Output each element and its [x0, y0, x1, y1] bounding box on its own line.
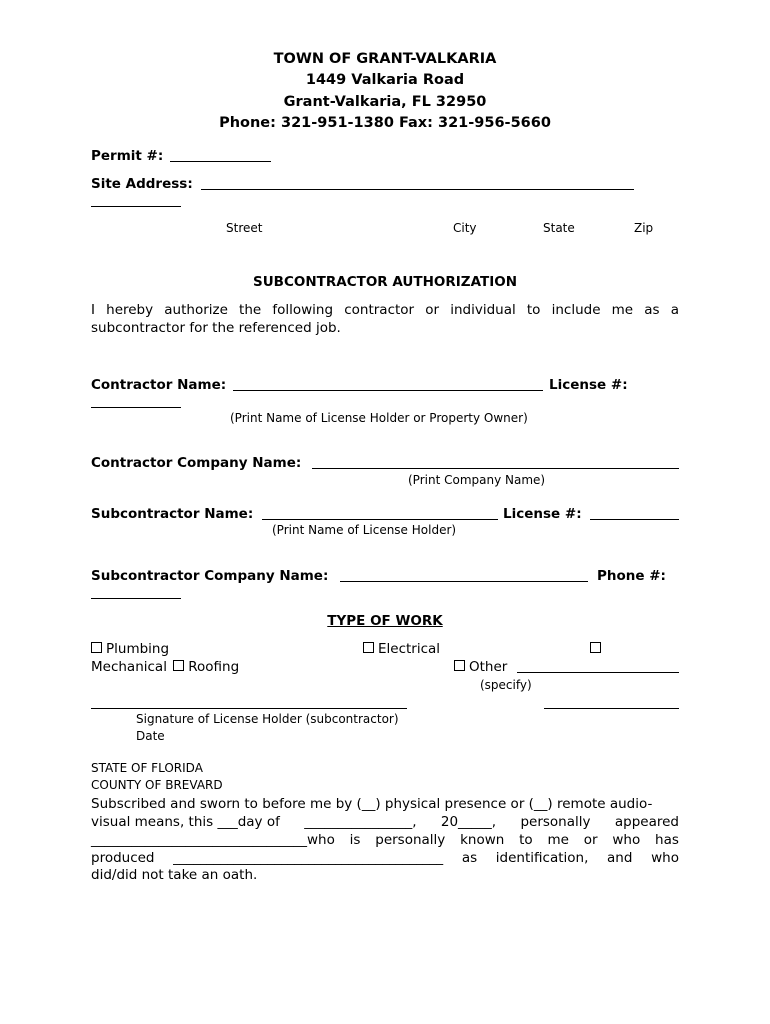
other-label: Other	[469, 659, 508, 675]
subcontractor-company-label: Subcontractor Company Name:	[91, 568, 329, 584]
subcontractor-phone-label: Phone #:	[597, 568, 666, 584]
signature-date-label: Date	[136, 729, 165, 743]
electrical-checkbox[interactable]	[363, 642, 374, 653]
electrical-option[interactable]	[363, 641, 440, 657]
notary-line-1: Subscribed and sworn to before me by (__) physical presence or (__) remote audio-	[91, 796, 653, 812]
street-label: Street	[226, 221, 263, 235]
notary-line-2	[91, 814, 679, 830]
notary-line-4-d: identification,	[495, 850, 589, 866]
notary-line-2-a: visual means, this ___day of	[91, 814, 280, 830]
plumbing-label: Plumbing	[106, 641, 170, 657]
notary-line-3-h: who	[612, 832, 641, 848]
signature-label: Signature of License Holder (subcontractor)	[136, 712, 399, 726]
signature-date-field[interactable]	[544, 708, 679, 709]
mechanical-checkbox-wrap[interactable]	[590, 641, 605, 657]
town-name: TOWN OF GRANT-VALKARIA	[273, 51, 497, 67]
zip-label: Zip	[634, 221, 654, 235]
subcontractor-license-label: License #:	[503, 506, 582, 522]
notary-line-4	[91, 850, 679, 866]
town-phone-fax: Phone: 321-951-1380 Fax: 321-956-5660	[219, 115, 551, 131]
notary-line-4-a: produced	[91, 850, 155, 866]
subcontractor-company-field[interactable]	[340, 581, 588, 582]
type-of-work-title: TYPE OF WORK	[327, 613, 443, 629]
notary-line-4-c: as	[461, 850, 478, 866]
notary-line-3-d: known	[460, 832, 505, 848]
contractor-license-field[interactable]	[91, 407, 181, 408]
site-address-label: Site Address:	[91, 176, 193, 192]
notary-line-3-g: or	[583, 832, 598, 848]
permit-field[interactable]	[170, 161, 271, 162]
notary-line-2-c: 20_____,	[440, 814, 497, 830]
intro-line-2: subcontractor for the referenced job.	[91, 320, 341, 336]
contractor-company-field[interactable]	[312, 468, 679, 469]
notary-line-2-d: personally	[520, 814, 591, 830]
notary-line-4-b: ________________________________________	[173, 850, 444, 866]
other-checkbox[interactable]	[454, 660, 465, 671]
subcontractor-phone-field[interactable]	[91, 598, 181, 599]
section-title: SUBCONTRACTOR AUTHORIZATION	[253, 274, 517, 290]
contractor-company-label: Contractor Company Name:	[91, 455, 302, 471]
notary-line-3-c: personally	[375, 832, 446, 848]
intro-line-1: I hereby authorize the following contractor or individual to include me as a	[91, 302, 679, 318]
notary-line-4-e: and	[607, 850, 633, 866]
town-city-state: Grant-Valkaria, FL 32950	[283, 94, 487, 110]
notary-line-3-a: ________________________________who	[91, 832, 335, 848]
city-label: City	[453, 221, 477, 235]
signature-field[interactable]	[91, 708, 407, 709]
state-label: State	[543, 221, 575, 235]
contractor-name-field[interactable]	[233, 390, 543, 391]
notary-line-5: did/did not take an oath.	[91, 867, 258, 883]
electrical-label: Electrical	[378, 641, 441, 657]
notary-line-3-e: to	[519, 832, 533, 848]
notary-line-3-b: is	[349, 832, 361, 848]
contractor-license-label: License #:	[549, 377, 628, 393]
notary-state: STATE OF FLORIDA	[91, 761, 203, 775]
notary-county: COUNTY OF BREVARD	[91, 778, 223, 792]
notary-line-4-f: who	[651, 850, 679, 866]
notary-line-3	[91, 832, 679, 848]
subcontractor-name-label: Subcontractor Name:	[91, 506, 254, 522]
roofing-checkbox[interactable]	[173, 660, 184, 671]
plumbing-option[interactable]	[91, 641, 169, 657]
notary-line-3-i: has	[655, 832, 679, 848]
mechanical-checkbox[interactable]	[590, 642, 601, 653]
notary-line-2-e: appeared	[614, 814, 679, 830]
other-specify-field[interactable]	[517, 672, 679, 673]
contractor-name-hint: (Print Name of License Holder or Property Owner)	[230, 411, 528, 425]
plumbing-checkbox[interactable]	[91, 642, 102, 653]
subcontractor-license-field[interactable]	[590, 519, 679, 520]
mechanical-roofing-row	[91, 659, 239, 675]
permit-label: Permit #:	[91, 148, 164, 164]
other-option[interactable]	[454, 659, 507, 675]
site-address-field[interactable]	[201, 189, 634, 190]
subcontractor-name-hint: (Print Name of License Holder)	[272, 523, 457, 537]
mechanical-label: Mechanical	[91, 659, 167, 675]
subcontractor-name-field[interactable]	[262, 519, 498, 520]
site-address-field-continued[interactable]	[91, 206, 181, 207]
specify-hint: (specify)	[480, 678, 532, 692]
contractor-name-label: Contractor Name:	[91, 377, 227, 393]
roofing-label: Roofing	[188, 659, 240, 675]
town-address: 1449 Valkaria Road	[305, 72, 465, 88]
notary-line-2-b: ________________,	[304, 814, 417, 830]
contractor-company-hint: (Print Company Name)	[408, 473, 546, 487]
notary-line-3-f: me	[547, 832, 569, 848]
